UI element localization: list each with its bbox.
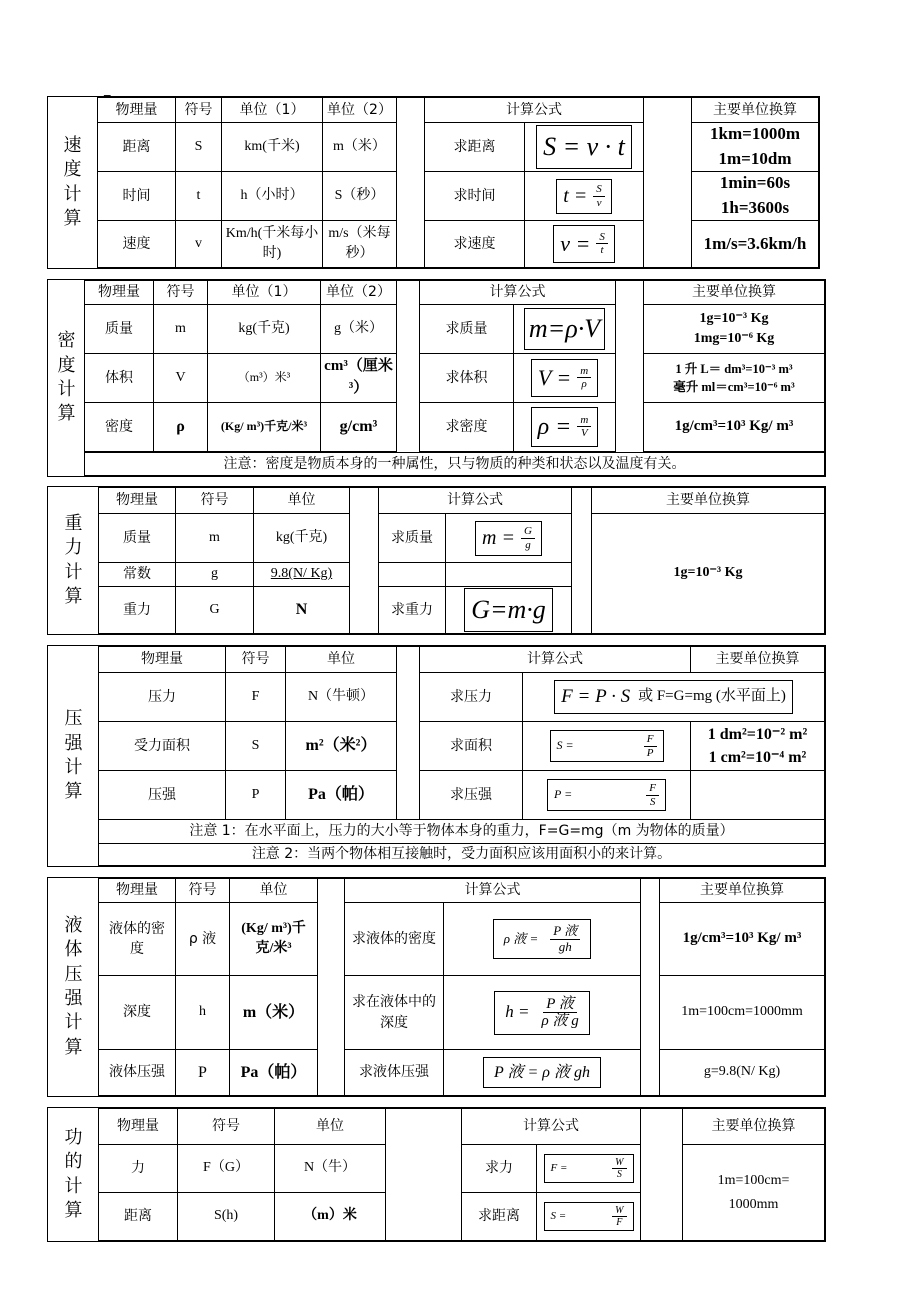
- density-note: 注意：密度是物质本身的一种属性，只与物质的种类和状态以及温度有关。: [84, 452, 825, 476]
- spacer: [349, 487, 379, 634]
- speed-section: [47, 96, 820, 269]
- cell-sym: ρ 液: [175, 902, 230, 976]
- cell-qty: 液体的密度: [98, 902, 176, 976]
- cell-qty: 质量: [84, 304, 154, 354]
- header-qty: 物理量: [98, 1108, 178, 1145]
- cell-sym: h: [175, 975, 230, 1050]
- header-formula: 计算公式: [461, 1108, 641, 1145]
- cell-sym: P: [225, 770, 286, 820]
- cell-qty: 液体压强: [98, 1049, 176, 1096]
- cell-qty: 重力: [98, 586, 176, 634]
- cell-unit1: (Kg/ m³)千克/米³: [229, 902, 318, 976]
- formula-box: F = P · S 或 F=G=mg (水平面上): [554, 680, 793, 714]
- header-unit2: 单位（2）: [320, 280, 397, 305]
- header-formula: 计算公式: [419, 280, 616, 305]
- header-formula: 计算公式: [419, 646, 691, 673]
- header-conv: 主要单位换算: [691, 97, 819, 123]
- header-conv: 主要单位换算: [591, 487, 825, 514]
- cell-calc: 求距离: [461, 1192, 537, 1241]
- conv-cell: 1g/cm³=10³ Kg/ m³: [643, 402, 825, 452]
- formula-cell: [445, 562, 572, 587]
- cell-unit1: 9.8(N/ Kg): [253, 562, 350, 587]
- cell-unit2: m/s（米每秒）: [322, 220, 397, 268]
- spacer: [396, 646, 420, 820]
- cell-unit1: (Kg/ m³)千克/米³: [207, 402, 321, 452]
- density-section: [47, 279, 826, 477]
- work-section: [47, 1107, 826, 1242]
- formula-box: V = $\frac{m}{\rho}$: [531, 359, 598, 397]
- formula-cell: [513, 353, 616, 403]
- cell-calc: 求液体的密度: [344, 902, 444, 976]
- conv-cell: 1m=100cm=1000mm: [659, 975, 825, 1050]
- header-unit1: 单位: [274, 1108, 386, 1145]
- formula-box: m = $\frac{G}{g}$: [475, 521, 542, 556]
- formula-box: P = $\frac{F}{S}$: [547, 779, 666, 810]
- cell-qty: 时间: [97, 171, 176, 221]
- cell-unit1: Pa（帕）: [285, 770, 397, 820]
- header-sym: 符号: [153, 280, 208, 305]
- cell-calc: 求质量: [378, 513, 446, 563]
- cell-qty: 压力: [98, 672, 226, 722]
- formula-box: S = v · t: [536, 125, 632, 169]
- cell-sym: g: [175, 562, 254, 587]
- header-formula: 计算公式: [378, 487, 572, 514]
- cell-qty: 压强: [98, 770, 226, 820]
- spacer: [643, 97, 692, 268]
- conv-cell: g=9.8(N/ Kg): [659, 1049, 825, 1096]
- conv-cell: 1m=100cm= 1000mm: [682, 1144, 825, 1241]
- formula-cell: [522, 721, 691, 771]
- formula-box: G=m·g: [464, 588, 553, 632]
- cell-calc: 求速度: [424, 220, 525, 268]
- header-conv: 主要单位换算: [682, 1108, 825, 1145]
- spacer: [640, 1108, 683, 1241]
- cell-sym: F（G）: [177, 1144, 275, 1193]
- cell-unit2: g/cm³: [320, 402, 397, 452]
- header-conv: 主要单位换算: [659, 878, 825, 903]
- cell-unit1: Km/h(千米每小时): [221, 220, 323, 268]
- spacer: [385, 1108, 462, 1241]
- cell-unit1: m²（米²）: [285, 721, 397, 771]
- pressure-title: 压强计算: [64, 708, 83, 803]
- formula-cell: [445, 586, 572, 634]
- formula-cell: [524, 220, 644, 268]
- conv-cell: 1g=10⁻³ Kg: [591, 513, 825, 634]
- cell-calc: 求力: [461, 1144, 537, 1193]
- cell-unit2: g（米）: [320, 304, 397, 354]
- cell-qty: 质量: [98, 513, 176, 563]
- cell-unit1: （m³）米³: [207, 353, 321, 403]
- speed-title: 速度计算: [63, 134, 82, 229]
- formula-box: F = $\frac{W}{S}$: [544, 1154, 634, 1183]
- cell-calc: 求质量: [419, 304, 514, 354]
- cell-calc: 求距离: [424, 122, 525, 172]
- cell-unit1: kg(千克): [207, 304, 321, 354]
- cell-unit1: kg(千克): [253, 513, 350, 563]
- header-unit1: 单位: [285, 646, 397, 673]
- gravity-title: 重力计算: [64, 512, 83, 607]
- cell-qty: 速度: [97, 220, 176, 268]
- spacer: [571, 487, 592, 634]
- cell-unit1: h（小时）: [221, 171, 323, 221]
- work-title: 功的计算: [64, 1126, 83, 1221]
- cell-unit1: m（米）: [229, 975, 318, 1050]
- formula-box: v = $\frac{S}{t}$: [553, 225, 615, 263]
- cell-calc: 求时间: [424, 171, 525, 221]
- header-unit1: 单位: [229, 878, 318, 903]
- spacer: [396, 97, 425, 268]
- formula-cell: [524, 171, 644, 221]
- header-formula: 计算公式: [344, 878, 641, 903]
- formula-box: P 液 = ρ 液 gh: [483, 1057, 601, 1088]
- formula-cell: [443, 1049, 641, 1096]
- cell-sym: F: [225, 672, 286, 722]
- cell-qty: 体积: [84, 353, 154, 403]
- header-sym: 符号: [175, 97, 222, 123]
- cell-unit2: cm³（厘米³）: [320, 353, 397, 403]
- formula-box: S = $\frac{F}{P}$: [550, 730, 664, 761]
- cell-sym: S: [225, 721, 286, 771]
- conv-cell: 1g=10⁻³ Kg 1mg=10⁻⁶ Kg: [643, 304, 825, 354]
- header-unit2: 单位（2）: [322, 97, 397, 123]
- cell-sym: m: [153, 304, 208, 354]
- cell-unit2: m（米）: [322, 122, 397, 172]
- formula-box: h = $\frac{\text{P 液}}{\text{ρ 液 g}}$: [494, 991, 589, 1035]
- cell-sym: G: [175, 586, 254, 634]
- formula-box: S = $\frac{W}{F}$: [544, 1202, 634, 1231]
- header-qty: 物理量: [98, 878, 176, 903]
- formula-cell: [536, 1144, 641, 1193]
- cell-qty: 密度: [84, 402, 154, 452]
- conv-cell: 1min=60s 1h=3600s: [691, 171, 819, 221]
- cell-qty: 受力面积: [98, 721, 226, 771]
- cell-calc: 求密度: [419, 402, 514, 452]
- density-title: 密度计算: [57, 330, 76, 425]
- formula-cell: [524, 122, 644, 172]
- header-formula: 计算公式: [424, 97, 644, 123]
- cell-sym: t: [175, 171, 222, 221]
- cell-qty: 常数: [98, 562, 176, 587]
- formula-cell: [445, 513, 572, 563]
- cell-unit1: N（牛）: [274, 1144, 386, 1193]
- cell-sym: S: [175, 122, 222, 172]
- conv-cell: 1m/s=3.6km/h: [691, 220, 819, 268]
- spacer: [640, 878, 660, 1096]
- cell-sym: V: [153, 353, 208, 403]
- conv-cell: 1 dm²=10⁻² m² 1 cm²=10⁻⁴ m²: [690, 721, 825, 771]
- header-qty: 物理量: [98, 487, 176, 514]
- cell-calc: 求液体压强: [344, 1049, 444, 1096]
- cell-sym: S(h): [177, 1192, 275, 1241]
- formula-cell: [522, 770, 691, 820]
- cell-unit1: km(千米): [221, 122, 323, 172]
- cell-calc: 求压力: [419, 672, 523, 722]
- cell-calc: 求重力: [378, 586, 446, 634]
- formula-cell: [513, 402, 616, 452]
- header-sym: 符号: [175, 878, 230, 903]
- header-qty: 物理量: [98, 646, 226, 673]
- header-sym: 符号: [177, 1108, 275, 1145]
- cell-qty: 力: [98, 1144, 178, 1193]
- cell-calc: [378, 562, 446, 587]
- spacer: [396, 280, 420, 453]
- spacer: [615, 280, 644, 453]
- header-sym: 符号: [225, 646, 286, 673]
- liquid-title: 液体压强计算: [64, 915, 83, 1058]
- header-unit1: 单位: [253, 487, 350, 514]
- cell-unit1: N: [253, 586, 350, 634]
- header-qty: 物理量: [97, 97, 176, 123]
- header-sym: 符号: [175, 487, 254, 514]
- formula-cell: [536, 1192, 641, 1241]
- conv-cell: [690, 770, 825, 820]
- header-qty: 物理量: [84, 280, 154, 305]
- cell-sym: m: [175, 513, 254, 563]
- cell-qty: 距离: [97, 122, 176, 172]
- cell-unit1: N（牛顿）: [285, 672, 397, 722]
- cell-sym: ρ: [153, 402, 208, 452]
- conv-cell: 1 升 L＝ dm³=10⁻³ m³ 毫升 ml＝cm³=10⁻⁶ m³: [643, 353, 825, 403]
- header-unit1: 单位（1）: [207, 280, 321, 305]
- pressure-note-2: 注意 2：当两个物体相互接触时，受力面积应该用面积小的来计算。: [98, 843, 825, 866]
- liquid-pressure-section: [47, 877, 826, 1097]
- cell-calc: 求面积: [419, 721, 523, 771]
- cell-sym: v: [175, 220, 222, 268]
- conv-cell: 1g/cm³=10³ Kg/ m³: [659, 902, 825, 976]
- conv-cell: 1km=1000m 1m=10dm: [691, 122, 819, 172]
- pressure-note-1: 注意 1：在水平面上，压力的大小等于物体本身的重力，F=G=mg（m 为物体的质量）: [98, 819, 825, 844]
- stray-dash: _: [104, 82, 111, 97]
- spacer: [317, 878, 345, 1096]
- cell-calc: 求在液体中的深度: [344, 975, 444, 1050]
- header-conv: 主要单位换算: [690, 646, 825, 673]
- header-unit1: 单位（1）: [221, 97, 323, 123]
- cell-unit2: S（秒）: [322, 171, 397, 221]
- pressure-section: [47, 645, 826, 867]
- cell-qty: 距离: [98, 1192, 178, 1241]
- cell-qty: 深度: [98, 975, 176, 1050]
- formula-cell: [443, 975, 641, 1050]
- formula-box: ρ = $\frac{m}{V}$: [531, 407, 599, 448]
- formula-box: ρ 液 = $\frac{\text{P 液}}{gh}$: [493, 919, 591, 959]
- formula-box: t = $\frac{S}{v}$: [556, 179, 612, 214]
- cell-unit1: Pa（帕）: [229, 1049, 318, 1096]
- cell-calc: 求体积: [419, 353, 514, 403]
- cell-calc: 求压强: [419, 770, 523, 820]
- formula-cell: [513, 304, 616, 354]
- formula-cell: [522, 672, 825, 722]
- header-conv: 主要单位换算: [643, 280, 825, 305]
- formula-box: m=ρ·V: [524, 308, 605, 350]
- formula-cell: [443, 902, 641, 976]
- cell-sym: P: [175, 1049, 230, 1096]
- cell-unit1: （m）米: [274, 1192, 386, 1241]
- gravity-section: [47, 486, 826, 635]
